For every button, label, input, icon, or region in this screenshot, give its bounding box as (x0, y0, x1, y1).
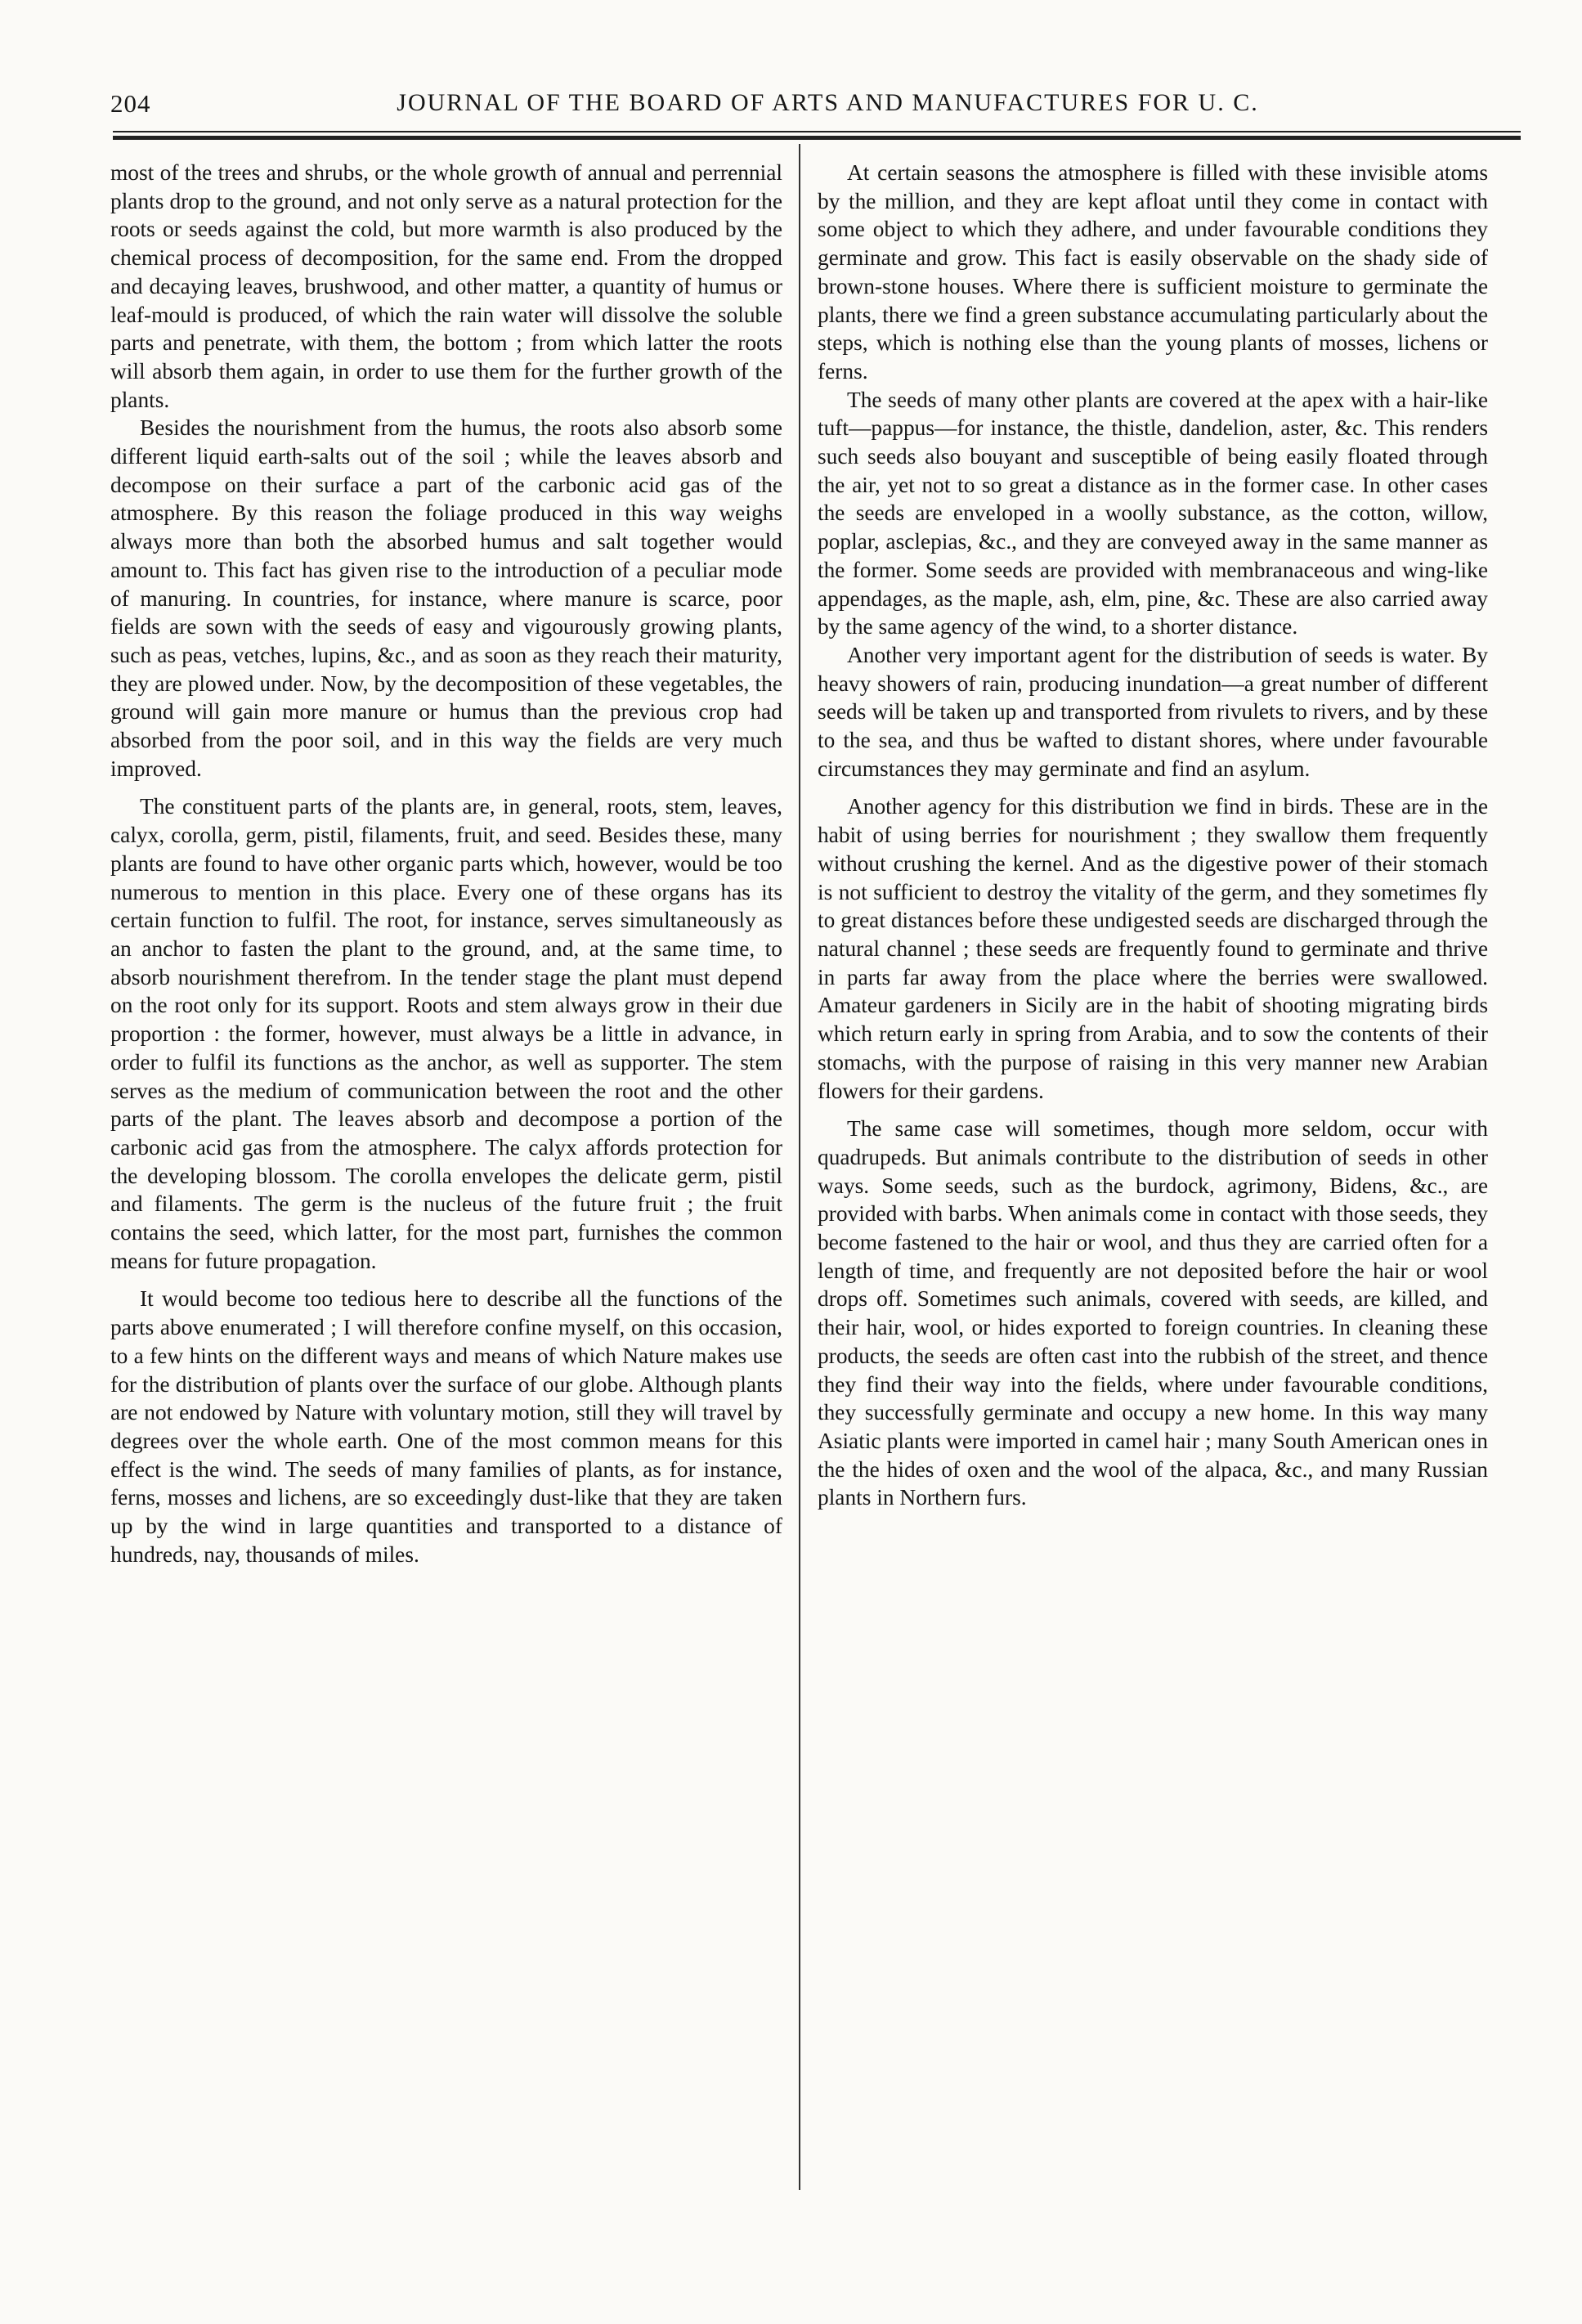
header-rule-thick (113, 136, 1521, 140)
paragraph: It would become too tedious here to describe all the functions of the parts above enumerated ; I will therefore confine myself, on this occasion, to a few hints on the different ways and means of which Nature makes use for the distribution of plants over the surface of our globe. Although plants are not endowed by Nature with voluntary motion, still they will travel by degrees over the whole earth. One of the most common means for this effect is the wind. The seeds of many families of plants, as for instance, ferns, mosses and lichens, are so exceedingly dust-like that they are taken up by the wind in large quantities and transported to a distance of hundreds, nay, thousands of miles. (110, 1286, 782, 1567)
paragraph: The seeds of many other plants are covered at the apex with a hair-like tuft—pappus—for instance, the thistle, dandelion, aster, &c. This renders such seeds also bouyant and susceptible of being easily floated through the air, yet not to so great a distance as in the former case. In other cases the seeds are enveloped in a woolly substance, as the cotton, willow, poplar, asclepias, &c., and they are conveyed away in the same manner as the former. Some seeds are provided with membranaceous and wing-like appendages, as the maple, ash, elm, pine, &c. These are also carried away by the same agency of the wind, to a shorter distance. (818, 387, 1488, 639)
paragraph: The same case will sometimes, though more seldom, occur with quadrupeds. But animals contribute to the distribution of seeds in other ways. Some seeds, such as the burdock, agrimony, Bidens, &c., are provided with barbs. When animals come in contact with those seeds, they become fastened to the hair or wool, and thus they are carried often for a length of time, and frequently are not deposited before the hair or wool drops off. Sometimes such animals, covered with seeds, are killed, and their hair, wool, or hides exported to foreign countries. In cleaning these products, the seeds are often cast into the rubbish of the street, and thence they find their way into the fields, where under favourable conditions, they successfully germinate and occupy a new home. In this way many Asiatic plants were imported in camel hair ; many South American ones in the the hides of oxen and the wool of the alpaca, &c., and many Russian plants in Northern furs. (818, 1116, 1488, 1510)
paragraph: Besides the nourishment from the humus, the roots also absorb some different liquid earth-salts out of the soil ; while the leaves absorb and decompose on their surface a part of the carbonic acid gas of the atmosphere. By this reason the foliage produced in this way weighs always more than both the absorbed humus and salt together would amount to. This fact has given rise to the introduction of a peculiar mode of manuring. In countries, for instance, where manure is scarce, poor fields are sown with the seeds of easy and vigourously growing plants, such as peas, vetches, lupins, &c., and as soon as they reach their maturity, they are plowed under. Now, by the decomposition of these vegetables, the ground will gain more manure or humus than the previous crop had absorbed from the poor soil, and in this way the fields are very much improved. (110, 415, 782, 781)
running-head: JOURNAL OF THE BOARD OF ARTS AND MANUFACTURES FOR U. C. (397, 89, 1259, 116)
paragraph: The constituent parts of the plants are, in general, roots, stem, leaves, calyx, corolla, germ, pistil, filaments, fruit, and seed. Besides these, many plants are found to have other organic parts which, however, would be too numerous to mention in this place. Every one of these organs has its certain function to fulfil. The root, for instance, serves simultaneously as an anchor to fasten the plant to the ground, and, at the same time, to absorb nourishment therefrom. In the tender stage the plant must depend on the root only for its support. Roots and stem always grow in their due proportion : the former, however, must always be a little in advance, in order to fulfil its functions as the anchor, as well as supporter. The stem serves as the medium of communication between the root and the other parts of the plant. The leaves absorb and decompose a portion of the carbonic acid gas from the atmosphere. The calyx affords protection for the developing blossom. The corolla envelopes the delicate germ, pistil and filaments. The germ is the nucleus of the future fruit ; the fruit contains the seed, which latter, for the most part, furnishes the common means for future propagation. (110, 794, 782, 1273)
paragraph: most of the trees and shrubs, or the whole growth of annual and perrennial plants drop to the ground, and not only serve as a natural protection for the roots or seeds against the cold, but more warmth is also produced by the chemical process of decomposition, for the same end. From the dropped and decaying leaves, brushwood, and other matter, a quantity of humus or leaf-mould is produced, of which the rain water will dissolve the soluble parts and penetrate, with them, the bottom ; from which latter the roots will absorb them again, in order to use them for the further growth of the plants. (110, 160, 782, 412)
column-divider (799, 144, 800, 2190)
paragraph: Another agency for this distribution we find in birds. These are in the habit of using berries for nourishment ; they swallow them frequently without crushing the kernel. And as the digestive power of their stomach is not sufficient to destroy the vitality of the germ, and they sometimes fly to great distances before these undigested seeds are discharged through the natural channel ; these seeds are frequently found to germinate and thrive in parts far away from the place where the berries were swallowed. Amateur gardeners in Sicily are in the habit of shooting migrating birds which return early in spring from Arabia, and to sow the contents of their stomachs, with the purpose of raising in this very manner new Arabian flowers for their gardens. (818, 794, 1488, 1103)
page-header (110, 86, 1521, 123)
page-number: 204 (110, 89, 151, 118)
paragraph: At certain seasons the atmosphere is filled with these invisible atoms by the million, and they are kept afloat until they come in contact with some object to which they adhere, and under favourable conditions they germinate and grow. This fact is easily observable on the shady side of brown-stone houses. Where there is sufficient moisture to germinate the plants, there we find a green substance accumulating particularly about the steps, which is nothing else than the young plants of mosses, lichens or ferns. (818, 160, 1488, 384)
right-column (818, 159, 1488, 1512)
left-column (110, 159, 782, 1568)
header-rule-thin (113, 131, 1521, 132)
paragraph: Another very important agent for the distribution of seeds is water. By heavy showers of rain, producing inundation—a great number of different seeds will be taken up and transported from rivulets to rivers, and by these to the sea, and thus be wafted to distant shores, where under favourable circumstances they may germinate and find an asylum. (818, 642, 1488, 781)
